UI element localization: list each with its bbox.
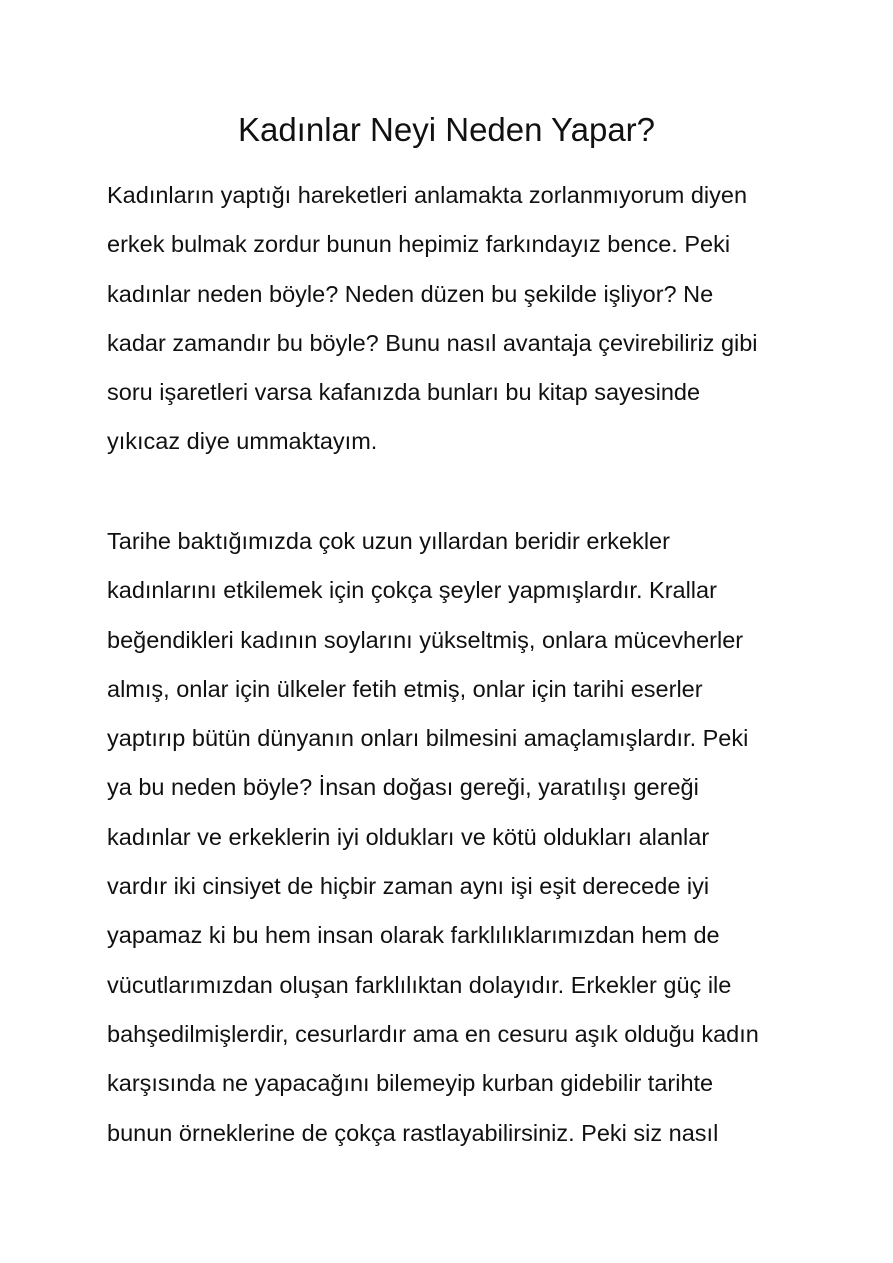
text-line: kadınlar ve erkeklerin iyi oldukları ve kötü oldukları alanlar [107, 823, 710, 850]
text-line: kadar zamandır bu böyle? Bunu nasıl avantaja çevirebiliriz gibi [107, 329, 758, 356]
text-line: kadınlarını etkilemek için çokça şeyler yapmışlardır. Krallar [107, 577, 717, 604]
text-line: vücutlarımızdan oluşan farklılıktan dolayıdır. Erkekler güç ile [107, 971, 732, 998]
text-line: yapamaz ki bu hem insan olarak farklılıklarımızdan hem de [107, 922, 720, 949]
text-line: ya bu neden böyle? İnsan doğası gereği, yaratılışı gereği [107, 774, 699, 801]
paragraph-intro [107, 171, 807, 467]
text-line: beğendikleri kadının soylarını yükseltmiş, onlara mücevherler [107, 626, 744, 653]
text-line: Kadınların yaptığı hareketleri anlamakta zorlanmıyorum diyen [107, 182, 748, 208]
text-line: almış, onlar için ülkeler fetih etmiş, onlar için tarihi eserler [107, 675, 703, 702]
text-line: bahşedilmişlerdir, cesurlardır ama en cesuru aşık olduğu kadın [107, 1020, 759, 1047]
paragraph-history [107, 517, 807, 1158]
text-line: yaptırıp bütün dünyanın onları bilmesini amaçlamışlardır. Peki [107, 725, 749, 752]
text-line: Tarihe baktığımızda çok uzun yıllardan beridir erkekler [107, 528, 670, 554]
text-line: karşısında ne yapacağını bilemeyip kurban gidebilir tarihte [107, 1070, 714, 1097]
text-line: yıkıcaz diye ummaktayım. [107, 428, 378, 455]
text-line: vardır iki cinsiyet de hiçbir zaman aynı işi eşit derecede iyi [107, 873, 710, 900]
text-line: kadınlar neden böyle? Neden düzen bu şekilde işliyor? Ne [107, 280, 714, 307]
document-title: Kadınlar Neyi Neden Yapar? [237, 111, 656, 148]
text-line: erkek bulmak zordur bunun hepimiz farkındayız bence. Peki [107, 231, 731, 258]
text-line: bunun örneklerine de çokça rastlayabilirsiniz. Peki siz nasıl [107, 1119, 719, 1146]
text-line: soru işaretleri varsa kafanızda bunları bu kitap sayesinde [107, 379, 701, 406]
